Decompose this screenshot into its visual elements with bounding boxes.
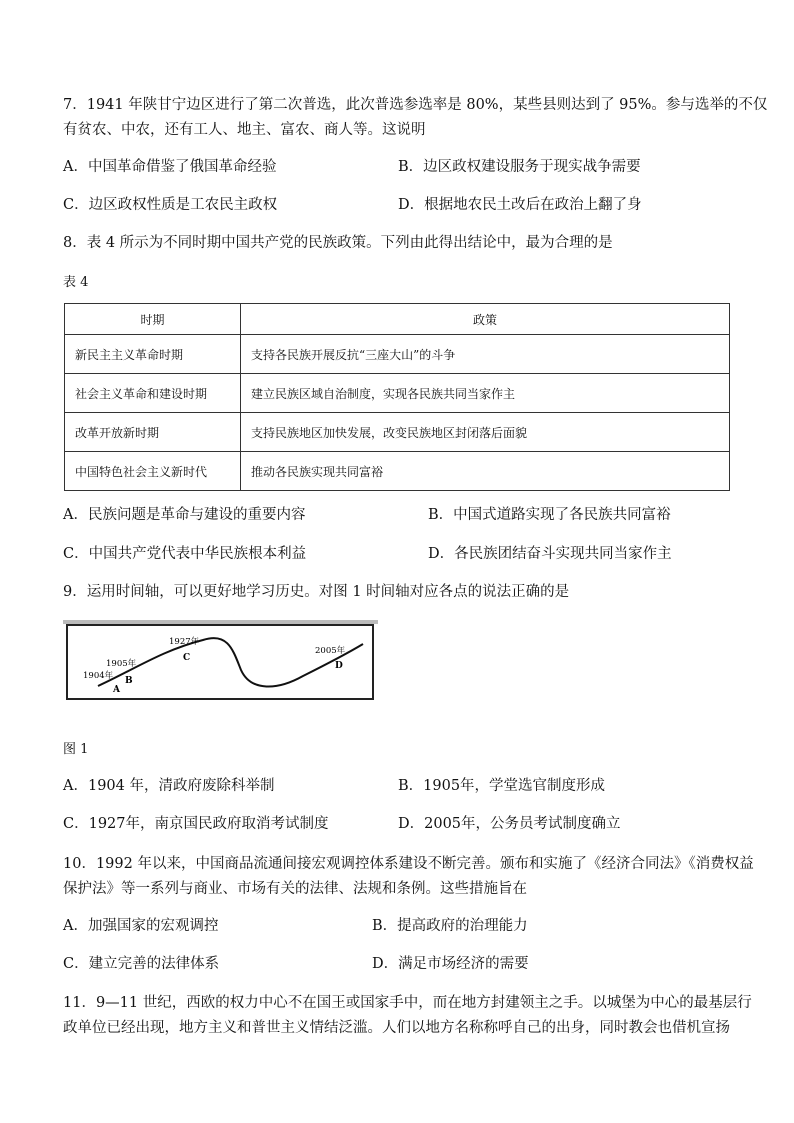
q9-option-c: C．1927年，南京国民政府取消考试制度 [63,816,329,832]
table-cell-period: 改革开放新时期 [65,413,241,452]
q11-stem-line1: 11．9—11 世纪，西欧的权力中心不在国王或国家手中，而在地方封建领主之手。以城堡为中心的最基层行 [63,995,752,1011]
q7-option-c: C．边区政权性质是工农民主政权 [63,197,278,213]
timeline-figure [63,620,378,705]
q9-option-a: A．1904 年，清政府废除科举制 [63,778,275,794]
q10-option-c: C．建立完善的法律体系 [63,956,220,972]
q10-option-b: B．提高政府的治理能力 [372,918,528,934]
q10-stem-line2: 保护法》等一系列与商业、市场有关的法律、法规和条例。这些措施旨在 [63,881,527,897]
q9-stem: 9．运用时间轴，可以更好地学习历史。对图 1 时间轴对应各点的说法正确的是 [63,584,570,600]
table-cell-period: 中国特色社会主义新时代 [65,452,241,491]
point-c-letter: C [183,653,191,663]
table-header-period: 时期 [65,304,241,335]
table-cell-policy: 建立民族区域自治制度，实现各民族共同当家作主 [241,374,730,413]
table-row [65,452,730,491]
point-b-year: 1905年 [106,659,137,669]
q9-option-d: D．2005年，公务员考试制度确立 [398,816,621,832]
table-cell-policy: 推动各民族实现共同富裕 [241,452,730,491]
q8-option-d: D．各民族团结奋斗实现共同当家作主 [428,546,672,562]
q10-option-d: D．满足市场经济的需要 [372,956,529,972]
point-c-year: 1927年 [169,637,200,647]
table-cell-policy: 支持各民族开展反抗“三座大山”的斗争 [241,335,730,374]
q8-option-a: A．民族问题是革命与建设的重要内容 [63,507,306,523]
q8-option-c: C．中国共产党代表中华民族根本利益 [63,546,307,562]
table-row [65,335,730,374]
table-header-row [65,304,730,335]
q11-stem-line2: 政单位已经出现，地方主义和普世主义情结泛滥。人们以地方名称称呼自己的出身，同时教会也借机宣扬 [63,1020,730,1036]
q10-option-a: A．加强国家的宏观调控 [63,918,219,934]
point-a-year: 1904年 [83,671,114,681]
q7-stem-line2: 有贫农、中农，还有工人、地主、富农、商人等。这说明 [63,122,426,138]
q8-option-b: B．中国式道路实现了各民族共同富裕 [428,507,671,523]
table-cell-period: 新民主主义革命时期 [65,335,241,374]
point-d-year: 2005年 [315,646,346,656]
q8-stem: 8．表 4 所示为不同时期中国共产党的民族政策。下列由此得出结论中，最为合理的是 [63,235,613,251]
table-row [65,413,730,452]
table-caption: 表 4 [63,275,89,290]
q7-stem-line1: 7．1941 年陕甘宁边区进行了第二次普选，此次普选参选率是 80%，某些县则达到了 95%。参与选举的不仅 [63,97,768,113]
q7-option-a: A．中国革命借鉴了俄国革命经验 [63,159,277,175]
q7-option-b: B．边区政权建设服务于现实战争需要 [398,159,641,175]
point-a-letter: A [113,685,120,695]
table-header-policy: 政策 [241,304,730,335]
table-cell-policy: 支持民族地区加快发展，改变民族地区封闭落后面貌 [241,413,730,452]
point-b-letter: B [125,676,133,686]
point-d-letter: D [335,661,343,671]
table-row [65,374,730,413]
table-cell-period: 社会主义革命和建设时期 [65,374,241,413]
q7-option-d: D．根据地农民土改后在政治上翻了身 [398,197,642,213]
q10-stem-line1: 10．1992 年以来，中国商品流通间接宏观调控体系建设不断完善。颁布和实施了《经济合同法》《消费权益 [63,856,754,872]
q9-option-b: B．1905年，学堂选官制度形成 [398,778,606,794]
policy-table [64,303,730,491]
figure-caption: 图 1 [63,742,89,757]
